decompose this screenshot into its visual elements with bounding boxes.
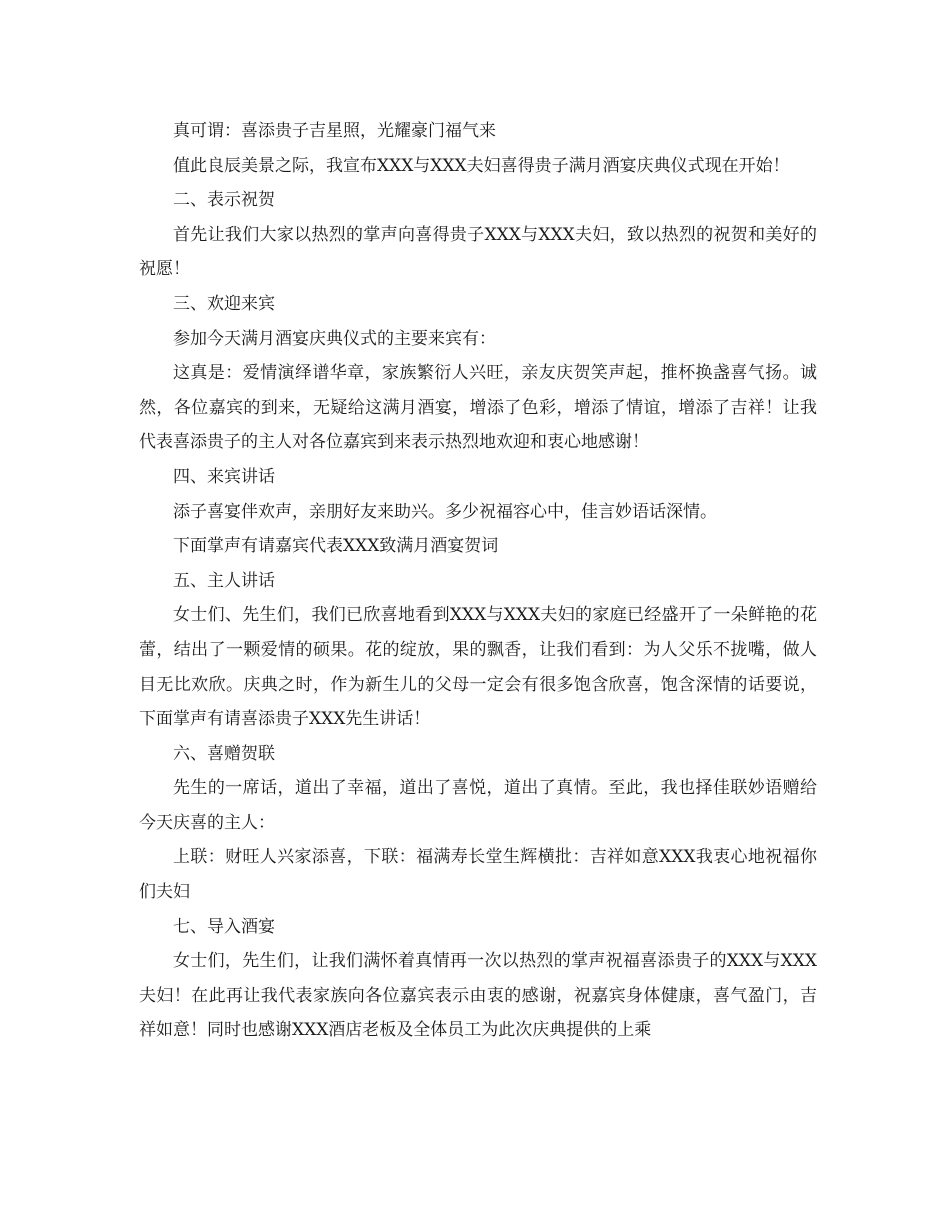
paragraph-guest-list-intro: 参加今天满月酒宴庆典仪式的主要来宾有： — [173, 328, 496, 349]
paragraph-welcome: 这真是：爱情演绎谱华章，家族繁衍人兴旺，亲友庆贺笑声起，推杯换盏喜气扬。诚然，各位嘉宾的到来，无疑给这满月酒宴，增添了色彩，增添了情谊，增添了吉祥！让我代表喜添贵子的主人对各位嘉宾到来表示热烈地欢迎和衷心地感谢！ — [139, 363, 817, 453]
document-body — [139, 114, 817, 1048]
paragraph-host-speech: 女士们、先生们，我们已欣喜地看到XXX与XXX夫妇的家庭已经盛开了一朵鲜艳的花蕾，结出了一颗爱情的硕果。花的绽放，果的飘香，让我们看到：为人父乐不拢嘴，做人目无比欢欣。庆典之时，作为新生儿的父母一定会有很多饱含欣喜，饱含深情的话要说，下面掌声有请喜添贵子XXX先生讲话！ — [139, 605, 817, 730]
paragraph-couplets: 上联：财旺人兴家添喜，下联：福满寿长堂生辉横批：吉祥如意XXX我衷心地祝福你们夫妇 — [139, 847, 817, 903]
paragraph-guest-verse: 添子喜宴伴欢声，亲朋好友来助兴。多少祝福容心中，佳言妙语话深情。 — [173, 501, 717, 522]
section-heading-guest-speech: 四、来宾讲话 — [173, 466, 275, 487]
paragraph-guest-invite: 下面掌声有请嘉宾代表XXX致满月酒宴贺词 — [173, 536, 499, 557]
paragraph-banquet: 女士们，先生们，让我们满怀着真情再一次以热烈的掌声祝福喜添贵子的XXX与XXX夫妇！在此再让我代表家族向各位嘉宾表示由衷的感谢，祝嘉宾身体健康，喜气盈门，吉祥如意！同时也感谢XXX酒店老板及全体员工为此次庆典提供的上乘 — [139, 951, 817, 1041]
section-heading-couplets: 六、喜赠贺联 — [173, 743, 275, 764]
section-heading-host-speech: 五、主人讲话 — [173, 570, 275, 591]
paragraph-verse: 真可谓：喜添贵子吉星照，光耀豪门福气来 — [173, 121, 496, 141]
paragraph-congratulations: 首先让我们大家以热烈的掌声向喜得贵子XXX与XXX夫妇，致以热烈的祝贺和美好的祝愿！ — [139, 224, 817, 280]
section-heading-banquet: 七、导入酒宴 — [173, 916, 275, 937]
section-heading-welcome-guests: 三、欢迎来宾 — [173, 293, 275, 314]
paragraph-couplets-intro: 先生的一席话，道出了幸福，道出了喜悦，道出了真情。至此，我也择佳联妙语赠给今天庆喜的主人： — [139, 778, 817, 833]
paragraph-announcement: 值此良辰美景之际，我宣布XXX与XXX夫妇喜得贵子满月酒宴庆典仪式现在开始！ — [173, 155, 790, 176]
section-heading-congratulations: 二、表示祝贺 — [173, 190, 275, 211]
